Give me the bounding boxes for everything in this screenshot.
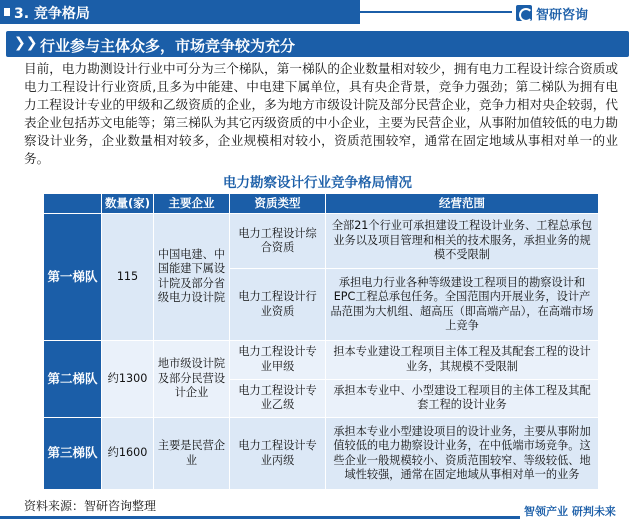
tier-count: 约1300 <box>102 340 154 417</box>
banner-title: 行业参与主体众多，市场竞争较为充分 <box>40 37 296 55</box>
qualification-cell: 电力工程设计专业乙级 <box>230 379 326 418</box>
header-cell <box>44 194 102 214</box>
tier-count: 115 <box>102 214 154 341</box>
brand-logo <box>516 4 588 22</box>
tier-companies: 中国电建、中国能建下属设计院及部分省级电力设计院 <box>154 214 230 341</box>
section-marker-icon <box>4 8 10 16</box>
top-header <box>0 0 635 24</box>
topic-banner <box>6 31 629 57</box>
qualification-cell: 电力工程设计专业甲级 <box>230 340 326 379</box>
table-row <box>44 418 599 490</box>
brand-logo-icon <box>516 5 532 21</box>
footer-slogan: 智领产业 研判未来 <box>524 505 616 518</box>
header-rule <box>360 11 512 13</box>
scope-cell: 全部21个行业可承担建设工程设计业务、工程总承包业务以及项目管理和相关的技术服务，承担业务的规模不受限制 <box>326 214 599 269</box>
tier-companies: 地市级设计院及部分民营设计企业 <box>154 340 230 417</box>
section-title: 3. 竞争格局 <box>14 6 90 22</box>
tier-name: 第一梯队 <box>44 214 102 341</box>
competition-table <box>43 193 599 490</box>
table-title: 电力勘察设计行业竞争格局情况 <box>223 175 412 191</box>
tier-name: 第二梯队 <box>44 340 102 417</box>
tier-companies: 主要是民营企业 <box>154 418 230 490</box>
table-row <box>44 340 599 379</box>
header-cell: 主要企业 <box>154 194 230 214</box>
scope-cell: 担本专业建设工程项目主体工程及其配套工程的设计业务，其规模不受限制 <box>326 340 599 379</box>
header-cell: 数量(家) <box>102 194 154 214</box>
table-row <box>44 214 599 269</box>
qualification-cell: 电力工程设计专业丙级 <box>230 418 326 490</box>
tier-name: 第三梯队 <box>44 418 102 490</box>
scope-cell: 承担电力行业各种等级建设工程项目的勘察设计和EPC工程总承包任务。全国范围内开展业务，设计产品范围为大机组、超高压（即高端产品），在高端市场上竞争 <box>326 269 599 341</box>
scope-cell: 承担本专业小型建设项目的设计业务，主要从事附加值较低的电力勘察设计业务，在中低端市场竞争。这些企业一般规模较小、资质范围较窄、等级较低、地域性较强，通常在固定地域从事相对单一的业务 <box>326 418 599 490</box>
qualification-cell: 电力工程设计综合资质 <box>230 214 326 269</box>
double-chevron-icon: ❯❯ <box>14 35 38 51</box>
intro-paragraph: 目前，电力勘测设计行业中可分为三个梯队，第一梯队的企业数量相对较少，拥有电力工程设计综合资质或电力工程设计行业资质,且多为中能建、中电建下属单位，具有央企背景，竞争力强劲；第二梯队为拥有电力工程设计专业的甲级和乙级资质的企业，多为地方市级设计院及部分民营企业，竞争力相对央企较弱，代表企业包括苏文电能等；第三梯队为其它丙级资质的中小企业，主要为民营企业，从事附加值较低的电力勘察设计业务，企业数量相对较多，企业规模相对较小，资质范围较窄，通常在固定地域从事相对单一的业务。 <box>24 61 618 166</box>
brand-logo-text: 智研咨询 <box>536 7 589 23</box>
qualification-cell: 电力工程设计行业资质 <box>230 269 326 341</box>
table-header-row <box>44 194 599 214</box>
footer-rule <box>0 516 520 519</box>
source-note: 资料来源：智研咨询整理 <box>24 499 157 513</box>
header-cell: 资质类型 <box>230 194 326 214</box>
scope-cell: 承担本专业中、小型建设工程项目的主体工程及其配套工程的设计业务 <box>326 379 599 418</box>
header-cell: 经营范围 <box>326 194 599 214</box>
section-title-bar <box>0 0 360 24</box>
tier-count: 约1600 <box>102 418 154 490</box>
